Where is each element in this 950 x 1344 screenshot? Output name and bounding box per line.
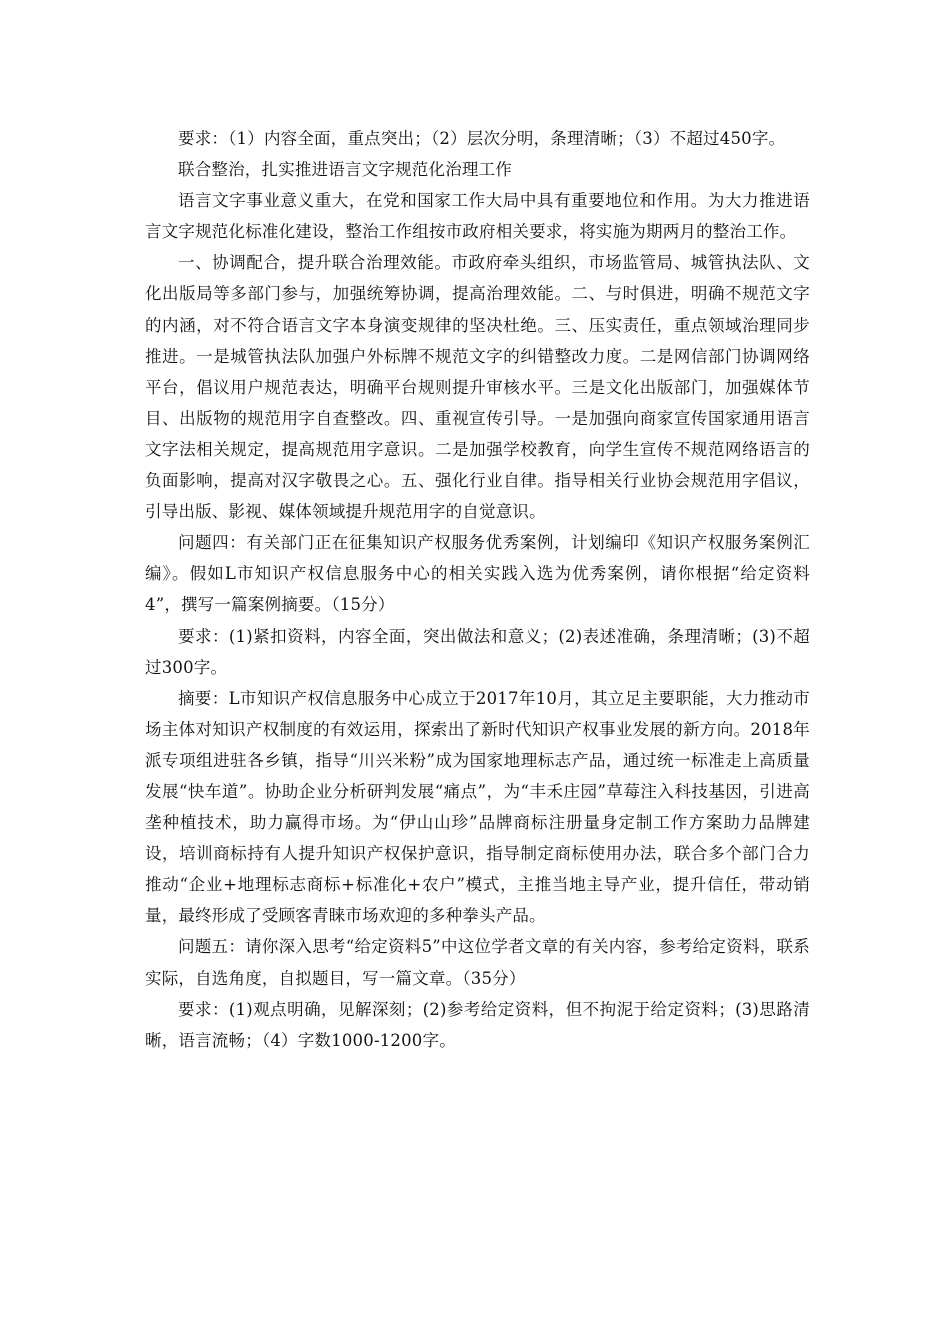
answer-intro-paragraph: 语言文字事业意义重大，在党和国家工作大局中具有重要地位和作用。为大力推进语言文字规范化标准化建设，整治工作组按市政府相关要求，将实施为期两月的整治工作。	[145, 191, 810, 242]
question-five: 问题五：请你深入思考“给定资料5”中这位学者文章的有关内容，参考给定资料，联系实际，自选角度，自拟题目，写一篇文章。（35分）	[145, 937, 810, 988]
requirement-paragraph: 要求：（1）内容全面，重点突出；（2）层次分明，条理清晰；（3）不超过450字。	[178, 129, 786, 148]
answer-body-paragraph: 一、协调配合，提升联合治理效能。市政府牵头组织，市场监管局、城管执法队、文化出版局等多部门参与，加强统筹协调，提高治理效能。二、与时俱进，明确不规范文字的内涵，对不符合语言文字本身演变规律的坚决杜绝。三、压实责任，重点领域治理同步推进。一是城管执法队加强户外标牌不规范文字的纠错整改力度。二是网信部门协调网络平台，倡议用户规范表达，明确平台规则提升审核水平。三是文化出版部门，加强媒体节目、出版物的规范用字自查整改。四、重视宣传引导。一是加强向商家宣传国家通用语言文字法相关规定，提高规范用字意识。二是加强学校教育，向学生宣传不规范网络语言的负面影响，提高对汉字敬畏之心。五、强化行业自律。指导相关行业协会规范用字倡议，引导出版、影视、媒体领域提升规范用字的自觉意识。	[145, 253, 810, 522]
question-five-requirement: 要求：(1)观点明确，见解深刻；(2)参考给定资料，但不拘泥于给定资料；(3)思路清晰，语言流畅；（4）字数1000-1200字。	[145, 999, 810, 1050]
document-body	[145, 123, 810, 1056]
answer-title: 联合整治，扎实推进语言文字规范化治理工作	[178, 160, 512, 180]
case-summary-paragraph: 摘要：L市知识产权信息服务中心成立于2017年10月，其立足主要职能，大力推动市场主体对知识产权制度的有效运用，探索出了新时代知识产权事业发展的新方向。2018年派专项组进驻各乡镇，指导“川兴米粉”成为国家地理标志产品，通过统一标准走上高质量发展“快车道”。协助企业分析研判发展“痛点”，为“丰禾庄园”草莓注入科技基因，引进高垄种植技术，助力赢得市场。为“伊山山珍”品牌商标注册量身定制工作方案助力品牌建设，培训商标持有人提升知识产权保护意识，指导制定商标使用办法，联合多个部门合力推动“企业+地理标志商标+标准化+农户”模式，主推当地主导产业，提升信任，带动销量，最终形成了受顾客青睐市场欢迎的多种拳头产品。	[145, 688, 810, 926]
question-four: 问题四：有关部门正在征集知识产权服务优秀案例，计划编印《知识产权服务案例汇编》。假如L市知识产权信息服务中心的相关实践入选为优秀案例，请你根据“给定资料4”，撰写一篇案例摘要。（15分）	[145, 533, 810, 615]
question-four-requirement: 要求：(1)紧扣资料，内容全面，突出做法和意义；(2)表述准确，条理清晰；(3)不超过300字。	[145, 626, 810, 677]
